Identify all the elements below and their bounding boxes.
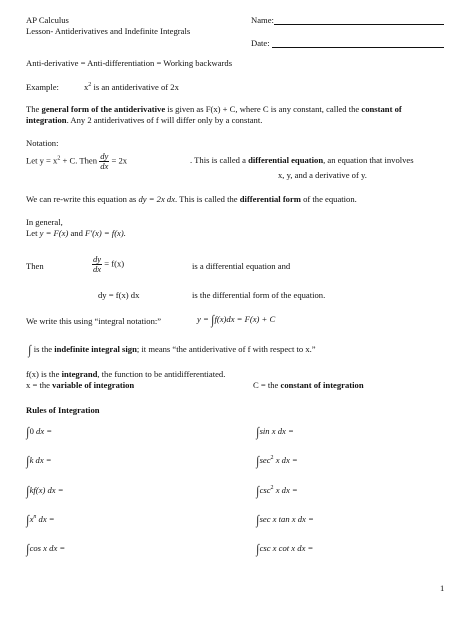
integral-sign-icon: ∫	[26, 483, 30, 499]
lesson-title: Lesson- Antiderivatives and Indefinite Integrals	[26, 26, 191, 36]
constant-of-integration-line: C = the constant of integration	[253, 380, 364, 390]
then-equation: $\frac{dy}{dx}$ = f(x)	[93, 254, 125, 274]
example-text: $x^2$ is an antiderivative of 2x	[84, 82, 179, 92]
page-number: 1	[440, 583, 445, 593]
notation-let: Let $y = x^2 + C$. Then $\frac{dy}{dx}$ = 2x	[26, 151, 128, 171]
differential-equation-desc: . This is called a differential equation, an equation that involves	[190, 155, 414, 165]
integral-sign-icon: ∫	[26, 453, 30, 469]
variable-of-integration-line: x = the variable of integration	[26, 380, 135, 390]
then-equation-desc: is a differential equation and	[192, 261, 291, 271]
in-general-let: Let y = F(x) and F′(x) = f(x).	[26, 228, 126, 238]
integral-sign-icon: ∫	[256, 424, 260, 440]
rule-left-4: ∫cos x dx =	[26, 541, 66, 557]
rule-right-3: ∫sec x tan x dx =	[256, 512, 314, 528]
then-label: Then	[26, 261, 44, 271]
integral-sign-icon: ∫	[256, 541, 260, 557]
differential-form-equation: dy = f(x) dx	[98, 290, 140, 300]
integral-notation-equation: y = ∫f(x)dx = F(x) + C	[197, 312, 276, 328]
dy-dx-fraction: $\frac{dy}{dx}$	[100, 151, 109, 171]
rule-right-1: $\int\sec^2$ x dx =	[256, 453, 298, 469]
notation-title: Notation:	[26, 138, 59, 148]
integral-sign-icon: ∫	[211, 312, 215, 328]
integral-sign-line: ∫ is the indefinite integral sign; it means “the antiderivative of f with respect to x.”	[28, 342, 316, 358]
in-general-title: In general,	[26, 217, 63, 227]
rule-left-1: ∫k dx =	[26, 453, 52, 469]
equivalence-line: Anti-derivative = Anti-differentiation = Working backwards	[26, 58, 233, 68]
general-form-line1: The general form of the antiderivative is given as F(x) + C, where C is any constant, called the constant of	[26, 104, 402, 114]
rules-title: Rules of Integration	[26, 405, 100, 415]
name-field[interactable]	[274, 24, 444, 25]
integral-sign-icon: ∫	[256, 483, 260, 499]
differential-form-desc: is the differential form of the equation.	[192, 290, 326, 300]
rule-left-0: ∫0 dx =	[26, 424, 53, 440]
integral-sign-icon: ∫	[256, 512, 260, 528]
name-label: Name:	[251, 15, 274, 25]
integral-sign-icon: ∫	[26, 512, 30, 528]
integral-notation-intro: We write this using “integral notation:”	[26, 316, 162, 326]
integral-sign-icon: ∫	[28, 342, 32, 358]
rewrite-line: We can re-write this equation as dy = 2x dx. This is called the differential form of the equation.	[26, 194, 357, 204]
course-title: AP Calculus	[26, 15, 69, 25]
rule-right-2: $\int\csc^2$ x dx =	[256, 483, 298, 499]
dy-dx-fraction-general: $\frac{dy}{dx}$	[93, 254, 102, 274]
date-field[interactable]	[272, 47, 444, 48]
integrand-line: f(x) is the integrand, the function to be antidifferentiated.	[26, 369, 226, 379]
rule-right-4: ∫csc x cot x dx =	[256, 541, 314, 557]
differential-equation-desc2: x, y, and a derivative of y.	[278, 170, 367, 180]
date-label: Date:	[251, 38, 270, 48]
example-label: Example:	[26, 82, 59, 92]
rule-right-0: ∫sin x dx =	[256, 424, 294, 440]
integral-sign-icon: ∫	[26, 424, 30, 440]
rule-left-3: $\int x^n$ dx =	[26, 512, 55, 528]
integral-sign-icon: ∫	[26, 541, 30, 557]
integral-sign-icon: ∫	[256, 453, 260, 469]
rule-left-2: ∫kf(x) dx =	[26, 483, 64, 499]
general-form-line2: integration. Any 2 antiderivatives of f will differ only by a constant.	[26, 115, 263, 125]
